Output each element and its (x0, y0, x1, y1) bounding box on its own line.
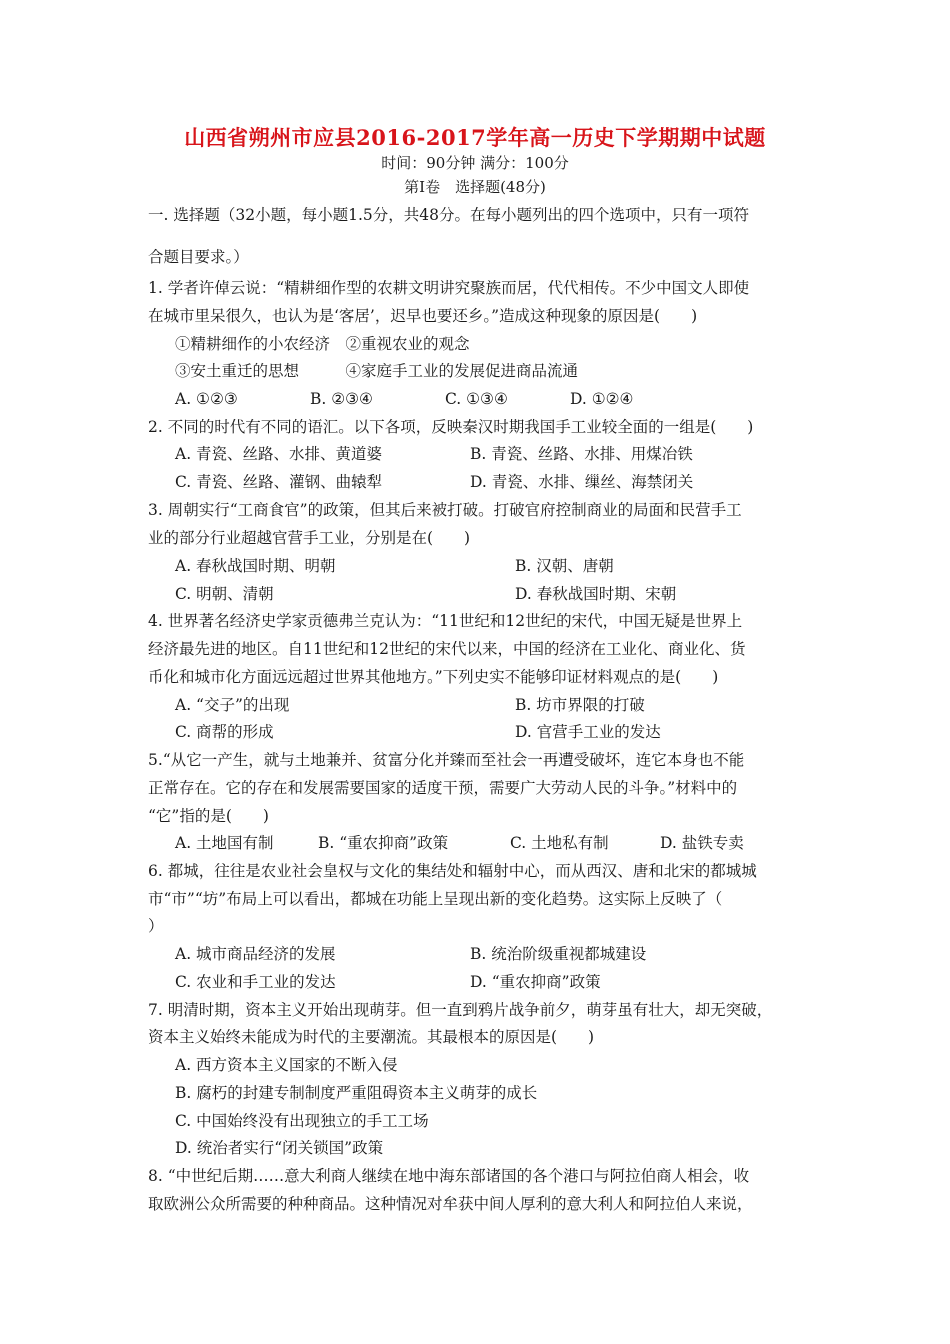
question-4-option-b: B. 坊市界限的打破 (515, 696, 645, 714)
question-4-stem: 经济最先进的地区。自11世纪和12世纪的宋代以来，中国的经济在工业化、商业化、货 (148, 640, 746, 658)
question-1-stem: 在城市里呆很久，也认为是‘客居’，迟早也要还乡。”造成这种现象的原因是( ) (148, 307, 698, 325)
section-heading: 第Ⅰ卷 选择题(48分) (404, 178, 546, 196)
question-4-stem: 4. 世界著名经济史学家贡德弗兰克认为：“11世纪和12世纪的宋代，中国无疑是世界上 (148, 612, 743, 630)
question-2-stem: 2. 不同的时代有不同的语汇。以下各项，反映秦汉时期我国手工业较全面的一组是( ) (148, 418, 754, 436)
question-1-item: ①精耕细作的小农经济 ②重视农业的观念 (175, 335, 470, 353)
question-3-stem: 业的部分行业超越官营手工业，分别是在( ) (148, 529, 471, 547)
question-7-stem: 7. 明清时期，资本主义开始出现萌芽。但一直到鸦片战争前夕，萌芽虽有壮大，却无突破， (148, 1001, 773, 1019)
question-5-stem: 5.“从它一产生，就与土地兼并、贫富分化并臻而至社会一再遭受破坏，连它本身也不能 (148, 751, 745, 769)
question-5-option-d: D. 盐铁专卖 (660, 834, 744, 852)
question-6-stem: 市“市”“坊”布局上可以看出，都城在功能上呈现出新的变化趋势。这实际上反映了（ (148, 890, 723, 908)
question-5-stem: 正常存在。它的存在和发展需要国家的适度干预，需要广大劳动人民的斗争。”材料中的 (148, 779, 738, 797)
question-1-option-c: C. ①③④ (445, 390, 508, 408)
question-6-option-b: B. 统治阶级重视都城建设 (470, 945, 647, 963)
question-5-stem: “它”指的是( ) (148, 807, 269, 825)
question-3-stem: 3. 周朝实行“工商食官”的政策，但其后来被打破。打破官府控制商业的局面和民营手工 (148, 501, 742, 519)
question-7-option-d: D. 统治者实行“闭关锁国”政策 (175, 1139, 384, 1157)
question-1-item: ③安土重迁的思想 ④家庭手工业的发展促进商品流通 (175, 362, 579, 380)
question-6-stem: ） (148, 917, 164, 935)
question-2-option-a: A. 青瓷、丝路、水排、黄道婆 (175, 445, 383, 463)
question-7-option-b: B. 腐朽的封建专制制度严重阻碍资本主义萌芽的成长 (175, 1084, 538, 1102)
question-3-option-c: C. 明朝、清朝 (175, 585, 274, 603)
question-4-stem: 币化和城市化方面远远超过世界其他地方。”下列史实不能够印证材料观点的是( ) (148, 668, 719, 686)
question-4-option-a: A. “交子”的出现 (175, 696, 290, 714)
question-7-option-a: A. 西方资本主义国家的不断入侵 (175, 1056, 398, 1074)
question-6-stem: 6. 都城，往往是农业社会皇权与文化的集结处和辐射中心，而从西汉、唐和北宋的都城城 (148, 862, 757, 880)
question-1-stem: 1. 学者许倬云说：“精耕细作型的农耕文明讲究聚族而居，代代相传。不少中国文人即使 (148, 279, 750, 297)
question-6-option-a: A. 城市商品经济的发展 (175, 945, 336, 963)
exam-title: 山西省朔州市应县2016-2017学年高一历史下学期期中试题 (184, 125, 766, 150)
question-6-option-c: C. 农业和手工业的发达 (175, 973, 336, 991)
exam-info: 时间：90分钟 满分：100分 (381, 154, 569, 172)
question-1-option-a: A. ①②③ (175, 390, 238, 408)
question-4-option-d: D. 官营手工业的发达 (515, 723, 661, 741)
question-5-option-c: C. 土地私有制 (510, 834, 609, 852)
question-3-option-a: A. 春秋战国时期、明朝 (175, 557, 336, 575)
question-8-stem: 取欧洲公众所需要的种种商品。这种情况对牟获中间人厚利的意大利人和阿拉伯人来说， (148, 1195, 753, 1213)
question-5-option-a: A. 土地国有制 (175, 834, 274, 852)
question-8-stem: 8. “中世纪后期……意大利商人继续在地中海东部诸国的各个港口与阿拉伯商人相会，收 (148, 1167, 750, 1185)
instruction-line: 一. 选择题（32小题，每小题1.5分，共48分。在每小题列出的四个选项中，只有一项符 (148, 206, 749, 224)
question-1-option-b: B. ②③④ (310, 390, 373, 408)
question-5-option-b: B. “重农抑商”政策 (318, 834, 449, 852)
question-2-option-d: D. 青瓷、水排、缫丝、海禁闭关 (470, 473, 694, 491)
question-2-option-b: B. 青瓷、丝路、水排、用煤冶铁 (470, 445, 693, 463)
question-3-option-b: B. 汉朝、唐朝 (515, 557, 614, 575)
question-6-option-d: D. “重农抑商”政策 (470, 973, 601, 991)
question-4-option-c: C. 商帮的形成 (175, 723, 274, 741)
question-7-option-c: C. 中国始终没有出现独立的手工工场 (175, 1112, 429, 1130)
question-1-option-d: D. ①②④ (570, 390, 634, 408)
instruction-line: 合题目要求。） (148, 248, 249, 266)
question-7-stem: 资本主义始终未能成为时代的主要潮流。其最根本的原因是( ) (148, 1028, 595, 1046)
question-2-option-c: C. 青瓷、丝路、灌钢、曲辕犁 (175, 473, 383, 491)
question-3-option-d: D. 春秋战国时期、宋朝 (515, 585, 677, 603)
